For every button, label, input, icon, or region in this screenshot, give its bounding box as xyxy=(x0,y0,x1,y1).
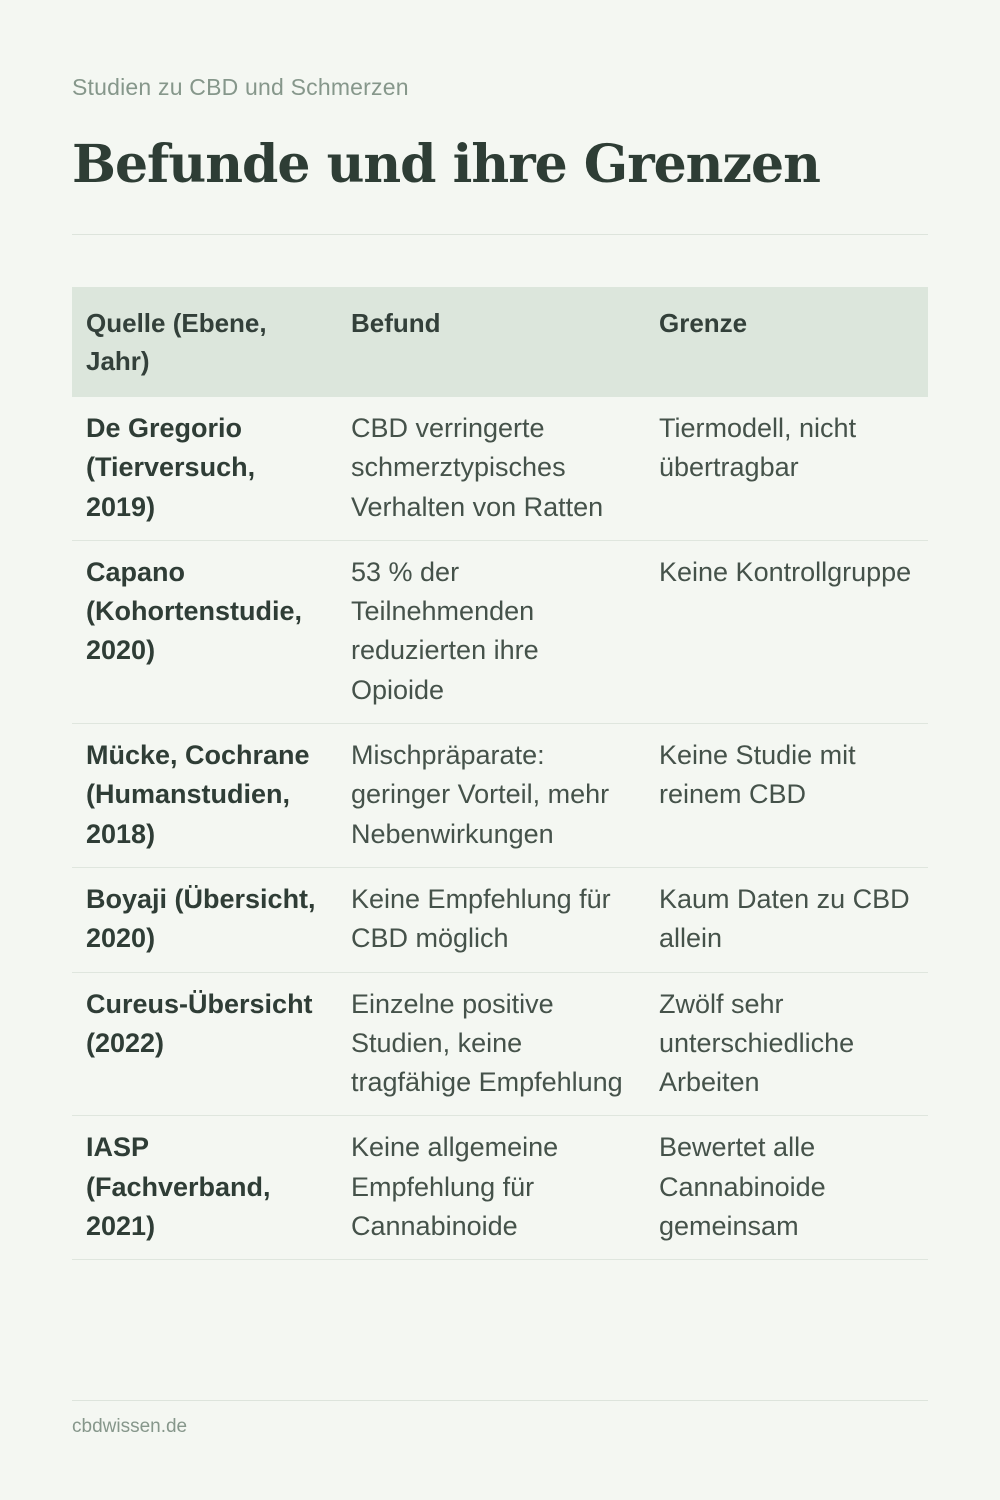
cell-finding: Einzelne positive Studien, keine tragfähige Empfehlung xyxy=(337,972,645,1116)
cell-limitation: Tiermodell, nicht übertragbar xyxy=(645,397,928,540)
cell-finding: Keine Empfehlung für CBD möglich xyxy=(337,867,645,972)
cell-limitation: Zwölf sehr unterschiedliche Arbeiten xyxy=(645,972,928,1116)
divider-top xyxy=(72,234,928,235)
table-body xyxy=(72,397,928,1260)
cell-source: Cureus-Übersicht (2022) xyxy=(72,972,337,1116)
page-title: Befunde und ihre Grenzen xyxy=(72,134,820,195)
cell-source: Capano (Kohortenstudie, 2020) xyxy=(72,540,337,723)
table-row xyxy=(72,724,928,868)
cell-finding: Keine allgemeine Empfehlung für Cannabinoide xyxy=(337,1116,645,1260)
table-header xyxy=(72,287,928,397)
divider-bottom xyxy=(72,1400,928,1401)
table-row xyxy=(72,1116,928,1260)
cell-limitation: Keine Kontrollgruppe xyxy=(645,540,928,723)
cell-source: De Gregorio (Tierversuch, 2019) xyxy=(72,397,337,540)
column-header-source: Quelle (Ebene, Jahr) xyxy=(72,287,337,397)
cell-limitation: Kaum Daten zu CBD allein xyxy=(645,867,928,972)
cell-finding: CBD verringerte schmerztypisches Verhalten von Ratten xyxy=(337,397,645,540)
column-header-finding: Befund xyxy=(337,287,645,397)
table-row xyxy=(72,972,928,1116)
cell-finding: Mischpräparate: geringer Vorteil, mehr Nebenwirkungen xyxy=(337,724,645,868)
cell-source: IASP (Fachverband, 2021) xyxy=(72,1116,337,1260)
cell-source: Mücke, Cochrane (Humanstudien, 2018) xyxy=(72,724,337,868)
table-row xyxy=(72,867,928,972)
cell-source: Boyaji (Übersicht, 2020) xyxy=(72,867,337,972)
findings-table xyxy=(72,287,928,1260)
table-row xyxy=(72,397,928,540)
cell-finding: 53 % der Teilnehmenden reduzierten ihre Opioide xyxy=(337,540,645,723)
column-header-limitation: Grenze xyxy=(645,287,928,397)
header-row xyxy=(72,287,928,397)
kicker: Studien zu CBD und Schmerzen xyxy=(72,74,409,100)
cell-limitation: Bewertet alle Cannabinoide gemeinsam xyxy=(645,1116,928,1260)
footer-source: cbdwissen.de xyxy=(72,1416,188,1437)
table-row xyxy=(72,540,928,723)
cell-limitation: Keine Studie mit reinem CBD xyxy=(645,724,928,868)
